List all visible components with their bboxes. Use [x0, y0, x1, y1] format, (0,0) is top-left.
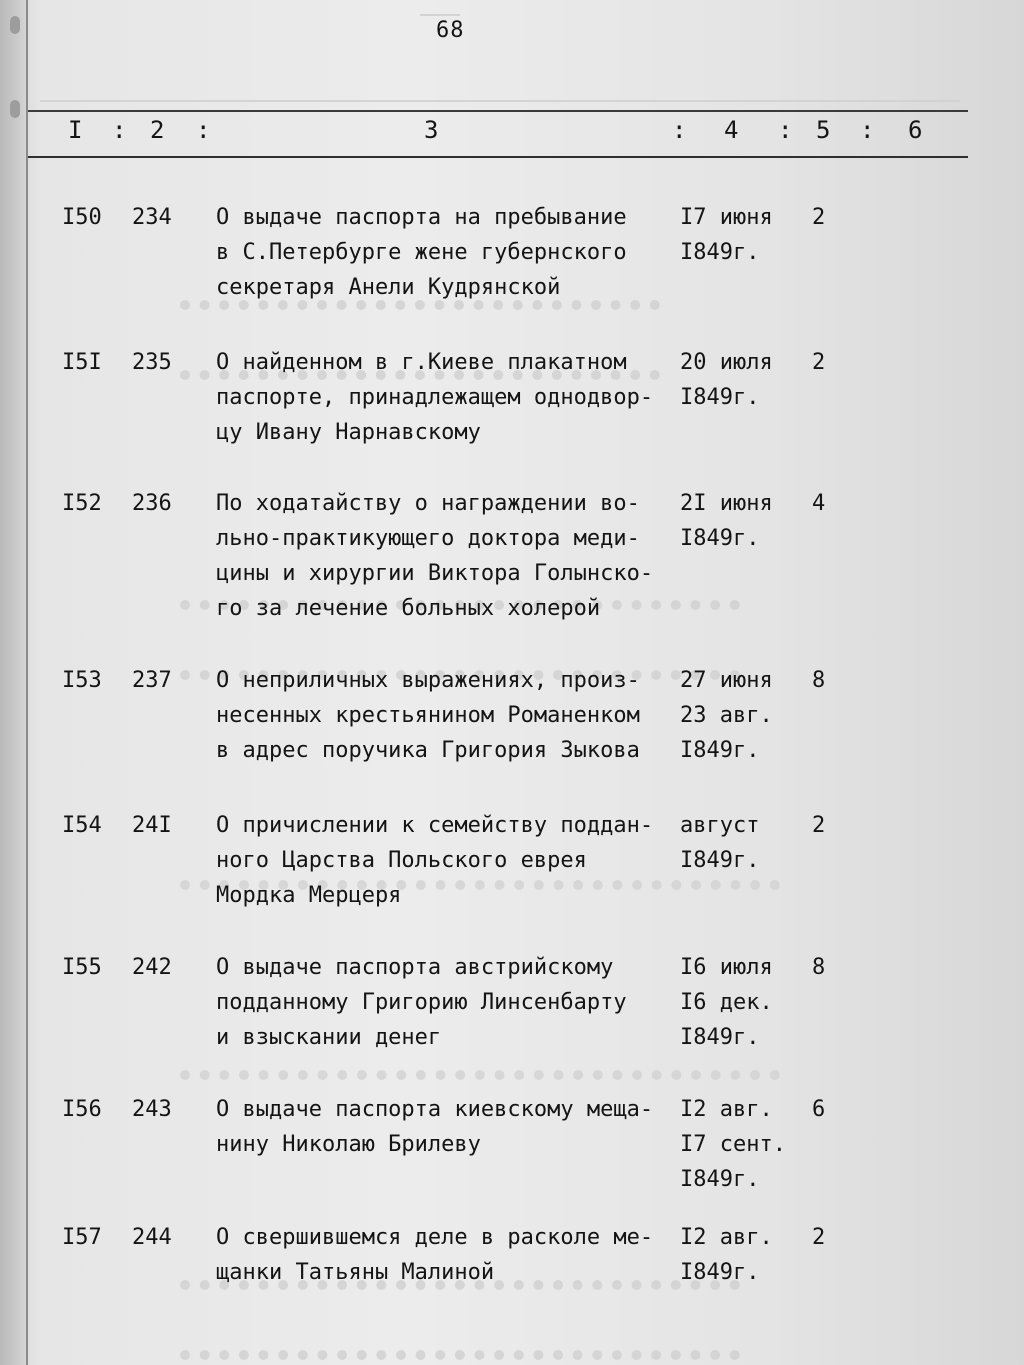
title-line: нину Николаю Брилеву: [216, 1132, 481, 1157]
entry-title: [216, 345, 672, 450]
case-number: 243: [132, 1097, 172, 1122]
date-line: 23 авг.: [680, 703, 773, 728]
header-separator: :: [112, 116, 127, 144]
date-line: 2I июня: [680, 491, 773, 516]
case-number: 24I: [132, 813, 172, 838]
title-line: несенных крестьянином Романенком: [216, 703, 640, 728]
entry-number: I57: [62, 1225, 102, 1250]
date-line: I2 авг.: [680, 1097, 773, 1122]
bleed-through-text-block: [180, 1280, 740, 1360]
entry-title: [216, 200, 672, 305]
date-line: I2 авг.: [680, 1225, 773, 1250]
table-header-row: [0, 116, 1024, 152]
header-col-1: I: [68, 116, 83, 144]
title-line: По ходатайству о награждении во-: [216, 491, 640, 516]
header-bottom-rule: [28, 156, 968, 158]
punch-hole-mark: [10, 16, 20, 34]
entry-number: I54: [62, 813, 102, 838]
date-line: I849г.: [680, 240, 760, 265]
entry-number: I52: [62, 491, 102, 516]
title-line: О причислении к семейству поддан-: [216, 813, 654, 838]
title-line: го за лечение больных холерой: [216, 596, 601, 621]
entry-dates: [680, 808, 800, 878]
header-separator: :: [860, 116, 875, 144]
case-number: 242: [132, 955, 172, 980]
entry-number: I56: [62, 1097, 102, 1122]
date-line: I849г.: [680, 385, 760, 410]
date-line: I7 июня: [680, 205, 773, 230]
entry-title: [216, 950, 672, 1055]
entry-dates: [680, 950, 800, 1055]
bleed-through-mark: [420, 4, 460, 16]
entry-number: I50: [62, 205, 102, 230]
page-number: 68: [436, 18, 465, 43]
bleed-through-rule: [40, 60, 960, 102]
header-col-3: 3: [424, 116, 439, 144]
header-col-6: 6: [908, 116, 923, 144]
date-line: 20 июля: [680, 350, 773, 375]
date-line: I849г.: [680, 1260, 760, 1285]
page-binding-edge: [0, 0, 28, 1365]
title-line: О выдаче паспорта австрийскому: [216, 955, 614, 980]
sheet-count: 4: [812, 491, 826, 516]
header-separator: :: [196, 116, 211, 144]
header-col-2: 2: [150, 116, 165, 144]
entry-number: I53: [62, 668, 102, 693]
entry-title: [216, 663, 672, 768]
case-number: 234: [132, 205, 172, 230]
title-line: секретаря Анели Кудрянской: [216, 275, 561, 300]
header-separator: :: [778, 116, 793, 144]
date-line: I849г.: [680, 1025, 760, 1050]
entry-number: I55: [62, 955, 102, 980]
title-line: подданному Григорию Линсенбарту: [216, 990, 627, 1015]
date-line: I7 сент.: [680, 1132, 786, 1157]
sheet-count: 2: [812, 350, 826, 375]
header-col-4: 4: [724, 116, 739, 144]
case-number: 236: [132, 491, 172, 516]
sheet-count: 8: [812, 955, 826, 980]
title-line: цины и хирургии Виктора Голынско-: [216, 561, 654, 586]
entry-title: [216, 1220, 672, 1290]
title-line: и взыскании денег: [216, 1025, 442, 1050]
title-line: в адрес поручика Григория Зыкова: [216, 738, 640, 763]
date-line: 27 июня: [680, 668, 773, 693]
title-line: щанки Татьяны Малиной: [216, 1260, 495, 1285]
title-line: О найденном в г.Киеве плакатном: [216, 350, 627, 375]
entry-number: I5I: [62, 350, 102, 375]
case-number: 235: [132, 350, 172, 375]
entry-title: [216, 486, 672, 626]
sheet-count: 2: [812, 1225, 826, 1250]
case-number: 237: [132, 668, 172, 693]
sheet-count: 2: [812, 813, 826, 838]
header-col-5: 5: [816, 116, 831, 144]
date-line: I6 дек.: [680, 990, 773, 1015]
title-line: льно-практикующего доктора меди-: [216, 526, 640, 551]
date-line: I6 июля: [680, 955, 773, 980]
title-line: Мордка Мерцеря: [216, 883, 402, 908]
entry-title: [216, 808, 672, 913]
entry-dates: [680, 1220, 800, 1290]
title-line: ного Царства Польского еврея: [216, 848, 587, 873]
title-line: О выдаче паспорта киевскому меща-: [216, 1097, 654, 1122]
date-line: август: [680, 813, 760, 838]
entry-title: [216, 1092, 672, 1162]
entry-dates: [680, 663, 800, 768]
header-separator: :: [672, 116, 687, 144]
title-line: О свершившемся деле в расколе ме-: [216, 1225, 654, 1250]
sheet-count: 2: [812, 205, 826, 230]
title-line: О неприличных выражениях, произ-: [216, 668, 640, 693]
title-line: О выдаче паспорта на пребывание: [216, 205, 627, 230]
sheet-count: 6: [812, 1097, 826, 1122]
entry-dates: [680, 345, 800, 415]
date-line: I849г.: [680, 526, 760, 551]
date-line: I849г.: [680, 1167, 760, 1192]
header-top-rule: [28, 110, 968, 112]
title-line: цу Ивану Нарнавскому: [216, 420, 481, 445]
entry-dates: [680, 200, 800, 270]
title-line: в С.Петербурге жене губернского: [216, 240, 627, 265]
sheet-count: 8: [812, 668, 826, 693]
date-line: I849г.: [680, 848, 760, 873]
entry-dates: [680, 486, 800, 556]
title-line: паспорте, принадлежащем однодвор-: [216, 385, 654, 410]
case-number: 244: [132, 1225, 172, 1250]
entry-dates: [680, 1092, 800, 1197]
date-line: I849г.: [680, 738, 760, 763]
